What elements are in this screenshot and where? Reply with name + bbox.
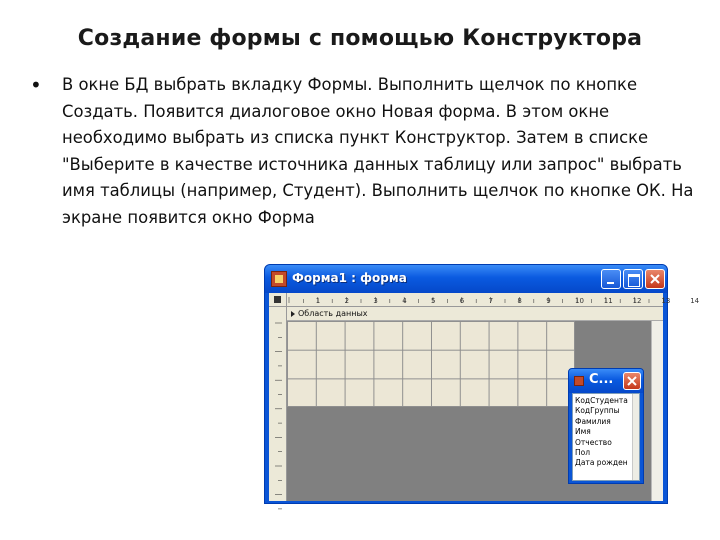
field-list-item[interactable]: Дата рожден <box>575 458 628 468</box>
ruler-label: 3 <box>373 297 378 305</box>
slide-body-text: В окне БД выбрать вкладку Формы. Выполнить щелчок по кнопке Создать. Появится диалоговое окно Новая форма. В этом окне необходимо выбрать из списка пункт Конструктор. Затем в списке "Выберите в качестве источника данных таблицу или запрос" выбрать имя таблицы (например, Студент). Выполнить щелчок по кнопке ОК. На экране появится окно Форма <box>62 75 694 227</box>
ruler-label: 14 <box>690 297 700 305</box>
design-grid[interactable] <box>287 321 575 407</box>
ruler-label: 8 <box>517 297 522 305</box>
section-label: Область данных <box>298 309 368 318</box>
form-selector-box[interactable] <box>269 293 287 307</box>
field-list-item[interactable]: КодСтудента <box>575 396 628 405</box>
field-list-item[interactable]: КодГруппы <box>575 406 620 416</box>
ruler-label: 4 <box>402 297 407 305</box>
field-list-scrollbar[interactable] <box>632 394 639 480</box>
vertical-ruler-ticks <box>269 307 287 501</box>
horizontal-ruler <box>287 293 700 307</box>
field-list-item[interactable]: Фамилия <box>575 416 611 426</box>
detail-section-bar[interactable] <box>287 307 663 321</box>
field-list-item[interactable]: Пол <box>575 448 591 458</box>
field-list-window <box>568 368 644 484</box>
window-titlebar[interactable] <box>265 265 667 293</box>
slide-title: Создание формы с помощью Конструктора <box>77 26 643 51</box>
field-list-item[interactable]: Отчество <box>575 437 612 447</box>
vertical-ruler <box>269 307 287 501</box>
vertical-scrollbar[interactable] <box>651 321 663 501</box>
close-button[interactable] <box>645 269 665 289</box>
form-app-icon <box>271 271 287 287</box>
field-list-box[interactable] <box>572 393 640 481</box>
field-list-title: С... <box>589 372 614 387</box>
field-list-icon <box>574 376 584 386</box>
ruler-label: 13 <box>661 297 671 305</box>
window-title: Форма1 : форма <box>292 271 407 285</box>
ruler-label: 9 <box>546 297 551 305</box>
maximize-button[interactable] <box>623 269 643 289</box>
ruler-label: 1 <box>315 297 321 305</box>
ruler-label: 6 <box>459 297 465 305</box>
field-list-item[interactable]: Имя <box>575 427 591 437</box>
ruler-label: 5 <box>431 297 436 305</box>
ruler-label: 12 <box>632 297 642 305</box>
minimize-button[interactable] <box>601 269 621 289</box>
ruler-ticks <box>287 293 700 307</box>
close-icon <box>627 376 637 386</box>
bullet-dot: • <box>30 73 42 97</box>
field-list-close-button[interactable] <box>623 372 641 390</box>
ruler-label: 11 <box>603 297 613 305</box>
ruler-label: 2 <box>344 297 350 305</box>
ruler-label: 10 <box>575 297 584 305</box>
section-arrow-icon <box>291 311 295 317</box>
ruler-label: 7 <box>488 297 494 305</box>
field-list-titlebar[interactable] <box>569 369 643 393</box>
close-icon <box>650 274 660 284</box>
